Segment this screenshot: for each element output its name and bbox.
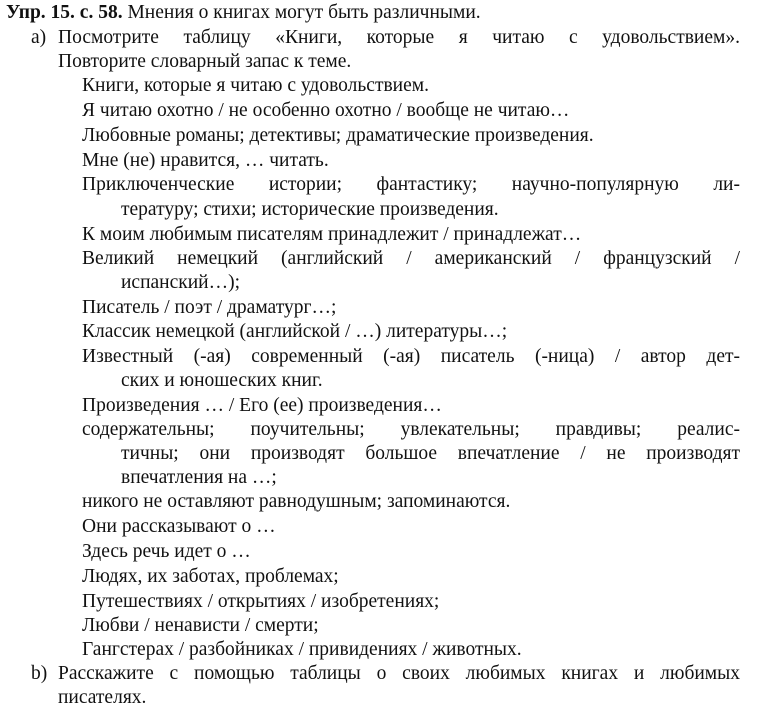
table-line: Великий немецкий (английский / американский / французский / — [82, 248, 740, 269]
task-a-line-1: Посмотрите таблицу «Книги, которые я читаю с удовольствием». — [58, 27, 740, 48]
table-line: никого не оставляют равнодушным; запоминаются. — [82, 491, 511, 512]
exercise-title: Мнения о книгах могут быть различными. — [127, 2, 481, 23]
task-b-line-2: писателях. — [58, 687, 147, 708]
table-line: Любовные романы; детективы; драматические произведения. — [82, 125, 594, 146]
table-line: Известный (-ая) современный (-ая) писатель (-ница) / автор дет- — [82, 346, 740, 367]
table-line: Гангстерах / разбойниках / привидениях / животных. — [82, 639, 522, 660]
table-line: Произведения … / Его (ее) произведения… — [82, 395, 442, 416]
table-line: Я читаю охотно / не особенно охотно / вообще не читаю… — [82, 100, 570, 121]
task-a-line-2: Повторите словарный запас к теме. — [58, 51, 352, 72]
table-line: Классик немецкой (английской / …) литературы…; — [82, 321, 508, 342]
table-line: Писатель / поэт / драматург…; — [82, 297, 337, 318]
table-line: испанский…); — [121, 272, 241, 293]
table-line: Любви / ненависти / смерти; — [82, 615, 319, 636]
task-a-marker: a) — [31, 27, 47, 48]
table-line: Они рассказывают о … — [82, 516, 276, 537]
table-line: ских и юношеских книг. — [121, 370, 323, 391]
table-line: Людях, их заботах, проблемах; — [82, 566, 339, 587]
table-line: Путешествиях / открытиях / изобретениях; — [82, 591, 440, 612]
task-b-marker: b) — [31, 663, 48, 684]
table-line: содержательны; поучительны; увлекательны; правдивы; реалис- — [82, 419, 740, 440]
table-line: К моим любимым писателям принадлежит / принадлежат… — [82, 224, 582, 245]
table-line: Приключенческие истории; фантастику; научно-популярную ли- — [82, 174, 740, 195]
table-line: Здесь речь идет о … — [82, 541, 251, 562]
table-line: Мне (не) нравится, … читать. — [82, 150, 329, 171]
table-line: впечатления на …; — [121, 467, 277, 488]
table-line: тературу; стихи; исторические произведения. — [121, 199, 499, 220]
table-line: тичны; они производят большое впечатление / не производят — [121, 443, 740, 464]
table-line: Книги, которые я читаю с удовольствием. — [82, 75, 429, 96]
task-b-line-1: Расскажите с помощью таблицы о своих любимых книгах и любимых — [58, 663, 740, 684]
exercise-header — [6, 1, 481, 25]
exercise-number: Упр. 15. с. 58. — [6, 2, 123, 23]
